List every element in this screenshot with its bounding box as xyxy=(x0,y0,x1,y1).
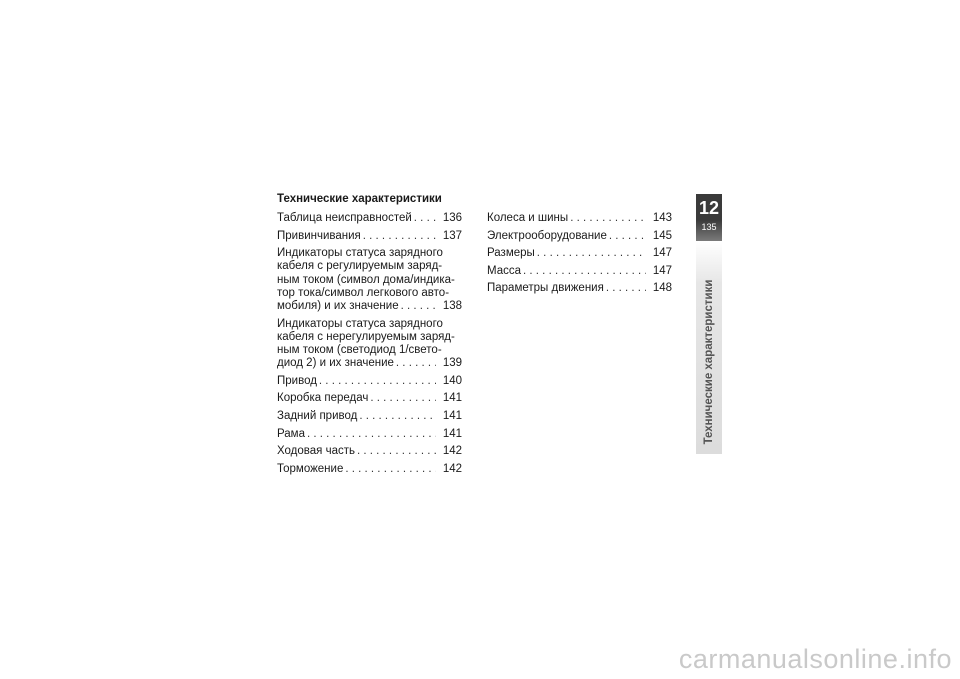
toc-entry-text: ным током (символ дома/индика- xyxy=(277,273,455,286)
page-number: 135 xyxy=(701,222,717,232)
toc-entry[interactable] xyxy=(277,375,462,388)
toc-entry[interactable] xyxy=(277,212,462,225)
toc-entry[interactable] xyxy=(277,392,462,405)
toc-entry-text: Параметры движения xyxy=(487,282,604,295)
chapter-side-label: Технические характеристики xyxy=(703,279,715,445)
watermark: carmanualsonline.info xyxy=(678,644,952,674)
toc-entry-text: мобиля) и их значение xyxy=(277,300,399,312)
toc-dot-leader xyxy=(396,357,436,370)
toc-page-number: 138 xyxy=(442,300,462,312)
toc-page-number: 147 xyxy=(652,247,672,260)
toc-page-number: 141 xyxy=(442,427,462,440)
toc-entry-text: Индикаторы статуса зарядного xyxy=(277,247,443,260)
toc-dot-leader xyxy=(414,212,436,225)
toc-entry-text: кабеля с нерегулируемым заряд- xyxy=(277,330,455,343)
toc-page-number: 136 xyxy=(442,212,462,224)
toc-entry[interactable] xyxy=(277,410,462,423)
toc-dot-leader xyxy=(606,282,646,295)
toc-dot-leader xyxy=(370,392,436,405)
toc-entry[interactable] xyxy=(487,230,672,243)
toc-dot-leader xyxy=(523,265,646,278)
toc-page-number: 142 xyxy=(442,462,462,475)
toc-entry[interactable] xyxy=(277,247,462,313)
toc-entry[interactable] xyxy=(277,230,462,243)
toc-entry-text: диод 2) и их значение xyxy=(277,357,394,370)
toc-column-right xyxy=(487,212,672,300)
toc-page-number: 140 xyxy=(442,374,462,387)
toc-entry-text: Задний привод xyxy=(277,409,358,422)
toc-page-number: 145 xyxy=(652,229,672,242)
toc-entry[interactable] xyxy=(487,247,672,260)
toc-page-number: 141 xyxy=(442,392,462,405)
toc-dot-leader xyxy=(401,300,436,313)
toc-entry-text: Размеры xyxy=(487,247,535,260)
toc-dot-leader xyxy=(609,230,646,243)
toc-page-number: 142 xyxy=(442,445,462,458)
toc-entry-text: кабеля с регулируемым заряд- xyxy=(277,260,443,273)
toc-page-number: 143 xyxy=(652,212,672,224)
toc-entry[interactable] xyxy=(277,463,462,476)
toc-dot-leader xyxy=(357,445,436,458)
toc-entry-text: тор тока/символ легкового авто- xyxy=(277,286,450,299)
toc-page-number: 139 xyxy=(442,357,462,370)
toc-entry-text: Индикаторы статуса зарядного xyxy=(277,317,443,330)
toc-dot-leader xyxy=(537,247,646,260)
toc-dot-leader xyxy=(319,375,436,388)
toc-entry[interactable] xyxy=(487,212,672,225)
toc-dot-leader xyxy=(363,230,436,243)
toc-entry-text: Торможение xyxy=(277,462,344,475)
toc-page-number: 137 xyxy=(442,229,462,242)
toc-entry-text: Рама xyxy=(277,427,305,440)
toc-dot-leader xyxy=(359,410,436,423)
toc-entry-text: Привод xyxy=(277,374,317,387)
toc-entry[interactable] xyxy=(487,265,672,278)
toc-entry-text: Коробка передач xyxy=(277,392,369,405)
toc-entry-text: Ходовая часть xyxy=(277,445,355,458)
toc-entry[interactable] xyxy=(277,318,462,371)
section-title: Технические характеристики xyxy=(277,193,442,205)
toc-page-number: 141 xyxy=(442,409,462,422)
chapter-number: 12 xyxy=(698,198,720,218)
toc-entry[interactable] xyxy=(487,282,672,295)
toc-entry-text: Колеса и шины xyxy=(487,212,569,224)
toc-column-left xyxy=(277,212,462,480)
toc-entry[interactable] xyxy=(277,445,462,458)
toc-entry-text: Привинчивания xyxy=(277,229,361,242)
toc-dot-leader xyxy=(570,212,646,225)
toc-dot-leader xyxy=(307,428,436,441)
toc-page-number: 148 xyxy=(652,282,672,295)
toc-entry-text: Масса xyxy=(487,264,522,277)
toc-entry[interactable] xyxy=(277,428,462,441)
toc-page-number: 147 xyxy=(652,264,672,277)
toc-dot-leader xyxy=(345,463,436,476)
toc-entry-text: ным током (светодиод 1/свето- xyxy=(277,344,442,356)
toc-entry-text: Таблица неисправностей xyxy=(277,212,412,224)
toc-entry-text: Электрооборудование xyxy=(487,229,607,242)
chapter-marker xyxy=(696,194,722,241)
